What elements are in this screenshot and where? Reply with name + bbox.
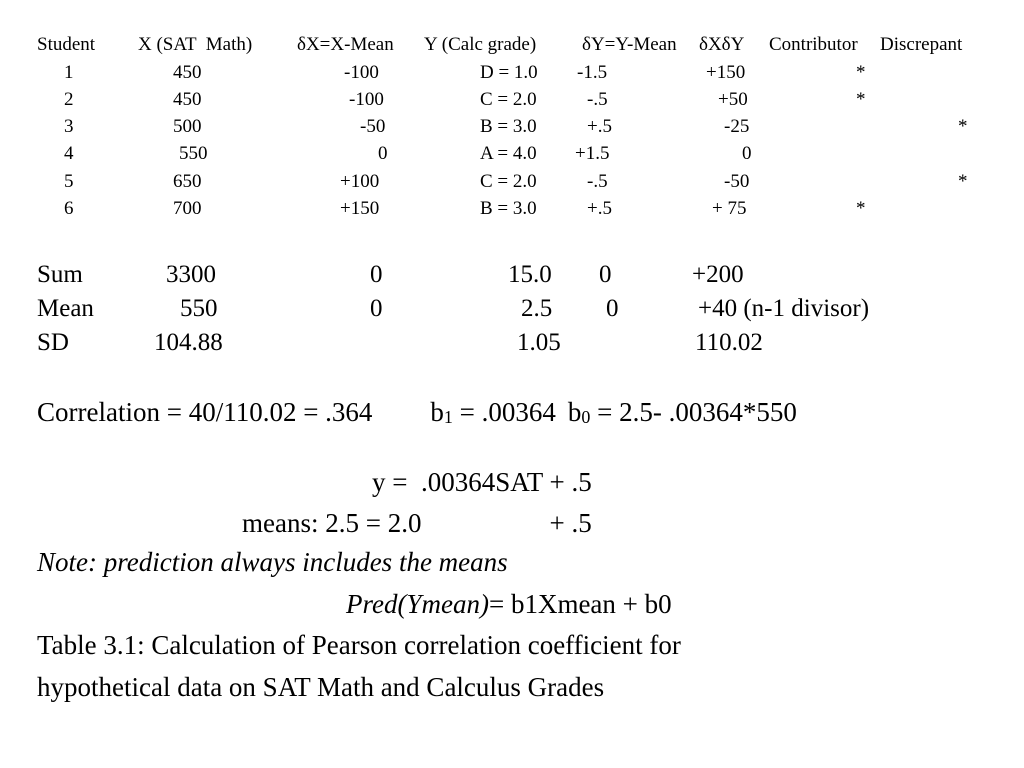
cell-discrepant: * — [958, 116, 968, 137]
cell-dxdy: 0 — [742, 143, 752, 164]
prediction-italic: Pred(Ymean) — [346, 589, 489, 619]
cell-dxdy: + 75 — [712, 198, 747, 219]
cell-y: D = 1.0 — [480, 62, 538, 83]
cell-dy: +.5 — [587, 116, 612, 137]
cell-dx: +150 — [340, 198, 380, 219]
summary-sum-dx: 0 — [370, 261, 383, 288]
table-caption-line-2: hypothetical data on SAT Math and Calculus Grades — [37, 672, 605, 702]
prediction-rest: = b1Xmean + b0 — [488, 589, 672, 619]
header-dxdy: δXδY — [699, 34, 745, 55]
cell-contributor: * — [856, 198, 866, 219]
cell-x: 650 — [173, 171, 202, 192]
cell-dy: -.5 — [587, 89, 608, 110]
cell-contributor: * — [856, 62, 866, 83]
cell-dxdy: -50 — [724, 171, 750, 192]
header-y: Y (Calc grade) — [424, 34, 537, 55]
b0-subscript: 0 — [581, 407, 591, 427]
header-contributor: Contributor — [769, 34, 858, 55]
cell-x: 550 — [179, 143, 208, 164]
b1-label: b — [430, 397, 444, 427]
summary-sum-x: 3300 — [166, 261, 216, 288]
cell-student: 2 — [64, 89, 74, 110]
cell-x: 450 — [173, 62, 202, 83]
cell-x: 450 — [173, 89, 202, 110]
cell-x: 500 — [173, 116, 202, 137]
means-line — [242, 510, 592, 537]
header-dx: δX=X-Mean — [297, 34, 394, 55]
summary-mean-dxdy: +40 (n-1 divisor) — [698, 295, 870, 322]
cell-y: B = 3.0 — [480, 116, 537, 137]
header-x: X (SAT Math) — [138, 34, 253, 55]
summary-mean-x: 550 — [180, 295, 218, 322]
b0-value: = 2.5- .00364*550 — [590, 397, 797, 427]
cell-y: A = 4.0 — [480, 143, 537, 164]
cell-student: 6 — [64, 198, 74, 219]
correlation-line — [37, 399, 797, 426]
b1-subscript: 1 — [443, 407, 453, 427]
cell-dxdy: -25 — [724, 116, 750, 137]
cell-y: C = 2.0 — [480, 171, 537, 192]
means-right: + .5 — [549, 508, 592, 538]
cell-dx: -50 — [360, 116, 386, 137]
means-label: means: — [242, 508, 319, 538]
summary-mean-dx: 0 — [370, 295, 383, 322]
cell-dy: +1.5 — [575, 143, 610, 164]
summary-mean-label: Mean — [37, 295, 94, 322]
header-discrepant: Discrepant — [880, 34, 963, 55]
summary-sd-y: 1.05 — [517, 329, 561, 356]
cell-dxdy: +50 — [718, 89, 748, 110]
summary-sum-label: Sum — [37, 261, 83, 288]
summary-sd-x: 104.88 — [154, 329, 223, 356]
summary-sum-dy: 0 — [599, 261, 612, 288]
cell-y: C = 2.0 — [480, 89, 537, 110]
cell-student: 3 — [64, 116, 74, 137]
summary-mean-y: 2.5 — [521, 295, 553, 322]
data-table — [0, 0, 1024, 230]
cell-discrepant: * — [958, 171, 968, 192]
regression-equation: y = .00364SAT + .5 — [372, 467, 592, 497]
correlation-text: Correlation = 40/110.02 = .364 — [37, 397, 373, 427]
cell-dx: -100 — [349, 89, 384, 110]
cell-dxdy: +150 — [706, 62, 746, 83]
b0-label: b — [567, 397, 582, 427]
cell-dy: +.5 — [587, 198, 612, 219]
summary-mean-dy: 0 — [606, 295, 619, 322]
summary-sd-label: SD — [37, 329, 69, 356]
header-student: Student — [37, 34, 96, 55]
means-left: 2.5 = 2.0 — [325, 508, 422, 538]
cell-y: B = 3.0 — [480, 198, 537, 219]
summary-sum-dxdy: +200 — [692, 261, 744, 288]
cell-dy: -1.5 — [577, 62, 608, 83]
cell-x: 700 — [173, 198, 202, 219]
note-text: Note: prediction always includes the means — [37, 547, 508, 577]
cell-student: 4 — [64, 143, 74, 164]
prediction-line — [346, 591, 672, 618]
summary-sd-dxdy: 110.02 — [695, 329, 763, 356]
summary-sum-y: 15.0 — [508, 261, 552, 288]
cell-dx: -100 — [344, 62, 379, 83]
table-caption-line-1: Table 3.1: Calculation of Pearson correlation coefficient for — [37, 630, 681, 660]
cell-student: 1 — [64, 62, 74, 83]
header-dy: δY=Y-Mean — [582, 34, 677, 55]
cell-dx: +100 — [340, 171, 380, 192]
cell-student: 5 — [64, 171, 74, 192]
cell-dy: -.5 — [587, 171, 608, 192]
cell-contributor: * — [856, 89, 866, 110]
cell-dx: 0 — [378, 143, 388, 164]
b1-value: = .00364 — [452, 397, 556, 427]
